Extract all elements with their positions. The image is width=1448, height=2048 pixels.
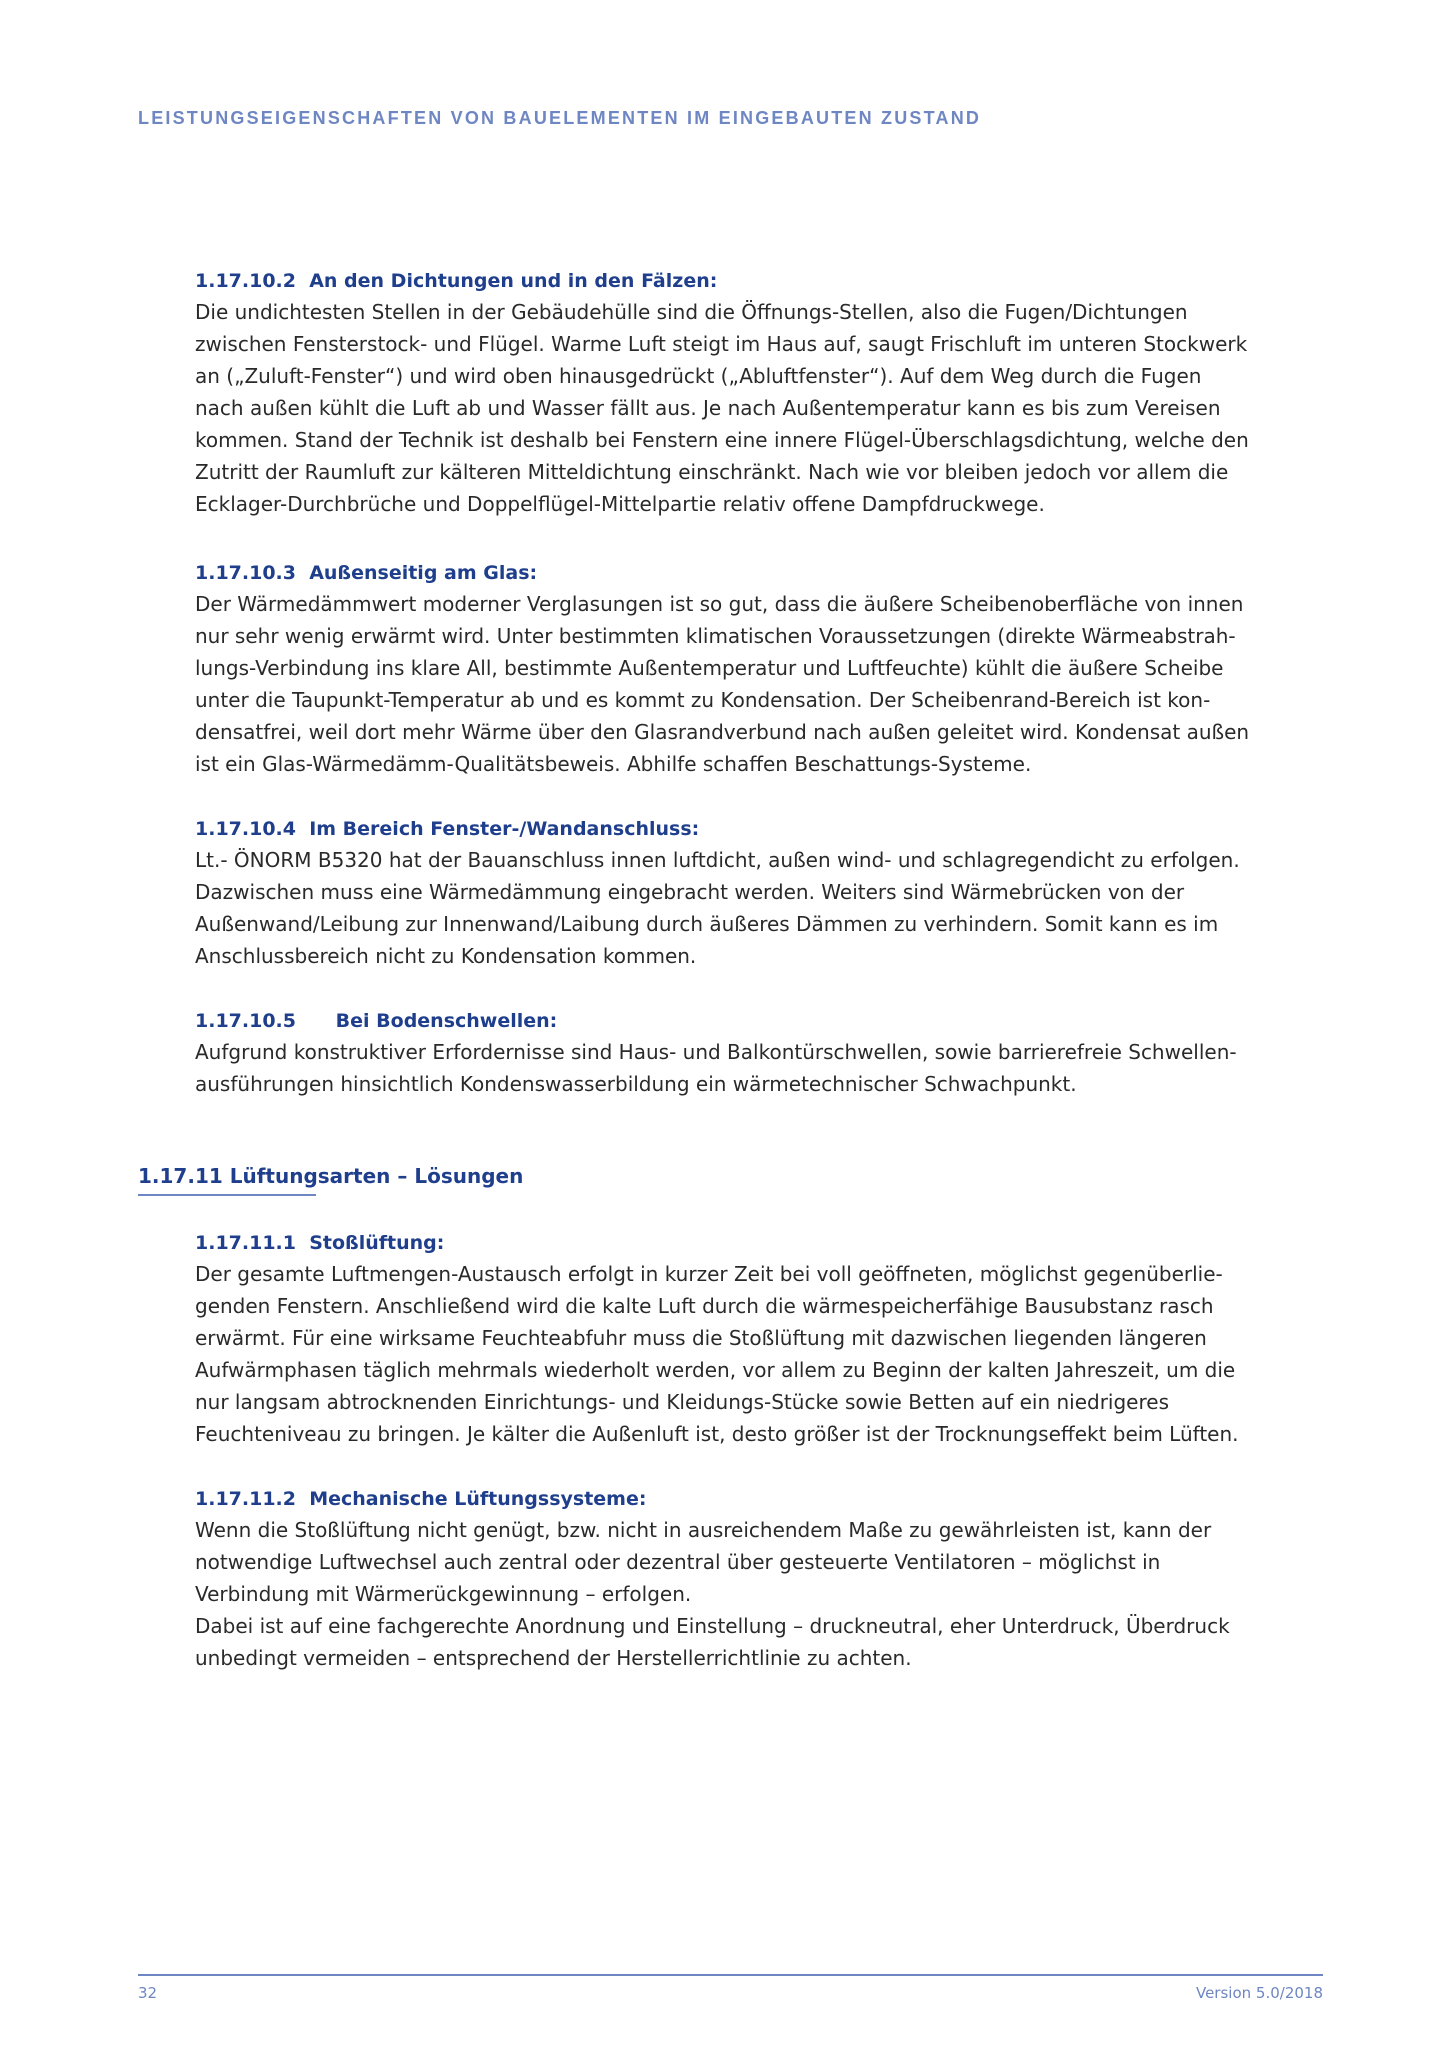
paragraph-line: Dabei ist auf eine fachgerechte Anordnung und Einstellung – druckneutral, eher Unterdruck, Überdruck xyxy=(195,1614,1230,1638)
section-title: 1.17.10.4 Im Bereich Fenster-/Wandanschluss: xyxy=(195,818,700,840)
paragraph-line: lungs-Verbindung ins klare All, bestimmte Außentemperatur und Luftfeuchte) kühlt die äußere Scheibe xyxy=(195,656,1224,680)
paragraph-line: Wenn die Stoßlüftung nicht genügt, bzw. nicht in ausreichendem Maße zu gewährleisten ist, kann der xyxy=(195,1518,1212,1542)
paragraph-line: Anschlussbereich nicht zu Kondensation kommen. xyxy=(195,944,697,968)
paragraph-line: erwärmt. Für eine wirksame Feuchteabfuhr muss die Stoßlüftung mit dazwischen liegenden längeren xyxy=(195,1326,1207,1350)
paragraph-line: Verbindung mit Wärmerückgewinnung – erfolgen. xyxy=(195,1582,692,1606)
paragraph-line: Die undichtesten Stellen in der Gebäudehülle sind die Öffnungs-Stellen, also die Fugen/Dichtungen xyxy=(195,300,1188,324)
section-bodenschwellen xyxy=(195,1010,1315,1100)
paragraph-line: zwischen Fensterstock- und Flügel. Warme Luft steigt im Haus auf, saugt Frischluft im unteren Stockwerk xyxy=(195,332,1248,356)
paragraph-line: densatfrei, weil dort mehr Wärme über den Glasrandverbund nach außen geleitet wird. Kondensat außen xyxy=(195,720,1250,744)
section-body xyxy=(195,296,1315,520)
section-stosslueftung xyxy=(195,1232,1315,1450)
section-title: 1.17.11.1 Stoßlüftung: xyxy=(195,1232,445,1254)
paragraph-line: Aufwärmphasen täglich mehrmals wiederholt werden, vor allem zu Beginn der kalten Jahreszeit, um die xyxy=(195,1358,1236,1382)
paragraph-line: Aufgrund konstruktiver Erfordernisse sind Haus- und Balkontürschwellen, sowie barrierefreie Schwellen- xyxy=(195,1040,1237,1064)
paragraph-line: Der Wärmedämmwert moderner Verglasungen ist so gut, dass die äußere Scheibenoberfläche von innen xyxy=(195,592,1244,616)
section-title: 1.17.10.3 Außenseitig am Glas: xyxy=(195,562,538,584)
page-number: 32 xyxy=(138,1984,158,2002)
paragraph-line: unbedingt vermeiden – entsprechend der Herstellerrichtlinie zu achten. xyxy=(195,1646,912,1670)
section-title: 1.17.10.5 Bei Bodenschwellen: xyxy=(195,1010,558,1032)
paragraph-line: Lt.- ÖNORM B5320 hat der Bauanschluss innen luftdicht, außen wind- und schlagregendicht zu erfolgen. xyxy=(195,848,1240,872)
paragraph-line: unter die Taupunkt-Temperatur ab und es kommt zu Kondensation. Der Scheibenrand-Bereich ist kon- xyxy=(195,688,1211,712)
paragraph-line: Dazwischen muss eine Wärmedämmung eingebracht werden. Weiters sind Wärmebrücken von der xyxy=(195,880,1185,904)
paragraph-line: ausführungen hinsichtlich Kondenswasserbildung ein wärmetechnischer Schwachpunkt. xyxy=(195,1072,1077,1096)
footer-rule xyxy=(138,1974,1323,1976)
section-body xyxy=(195,588,1315,780)
paragraph-line: genden Fenstern. Anschließend wird die kalte Luft durch die wärmespeicherfähige Bausubstanz rasch xyxy=(195,1294,1214,1318)
section-dichtungen xyxy=(195,270,1315,520)
section-body xyxy=(195,1514,1315,1674)
paragraph-line: nur sehr wenig erwärmt wird. Unter bestimmten klimatischen Voraussetzungen (direkte Wärmeabstrah- xyxy=(195,624,1236,648)
version-label: Version 5.0/2018 xyxy=(1195,1984,1323,2002)
section-body xyxy=(195,844,1315,972)
paragraph-line: Zutritt der Raumluft zur kälteren Mitteldichtung einschränkt. Nach wie vor bleiben jedoch vor allem die xyxy=(195,460,1229,484)
paragraph-line: nach außen kühlt die Luft ab und Wasser fällt aus. Je nach Außentemperatur kann es bis zum Vereisen xyxy=(195,396,1221,420)
paragraph-line: Außenwand/Leibung zur Innenwand/Laibung durch äußeres Dämmen zu verhindern. Somit kann es im xyxy=(195,912,1219,936)
section-aussenseitig-glas xyxy=(195,562,1315,780)
paragraph-line: Der gesamte Luftmengen-Austausch erfolgt in kurzer Zeit bei voll geöffneten, möglichst gegenüberlie- xyxy=(195,1262,1223,1286)
section-wandanschluss xyxy=(195,818,1315,972)
chapter-heading: 1.17.11 Lüftungsarten – Lösungen xyxy=(138,1164,524,1188)
section-mechanische-lueftung xyxy=(195,1488,1315,1674)
running-header: LEISTUNGSEIGENSCHAFTEN VON BAUELEMENTEN IM EINGEBAUTEN ZUSTAND xyxy=(138,108,982,128)
paragraph-line: an („Zuluft-Fenster“) und wird oben hinausgedrückt („Abluftfenster“). Auf dem Weg durch die Fugen xyxy=(195,364,1202,388)
paragraph-line: Feuchteniveau zu bringen. Je kälter die Außenluft ist, desto größer ist der Trocknungseffekt beim Lüften. xyxy=(195,1422,1239,1446)
paragraph-line: ist ein Glas-Wärmedämm-Qualitätsbeweis. Abhilfe schaffen Beschattungs-Systeme. xyxy=(195,752,1032,776)
paragraph-line: notwendige Luftwechsel auch zentral oder dezentral über gesteuerte Ventilatoren – möglichst in xyxy=(195,1550,1161,1574)
section-title: 1.17.11.2 Mechanische Lüftungssysteme: xyxy=(195,1488,647,1510)
paragraph-line: nur langsam abtrocknenden Einrichtungs- und Kleidungs-Stücke sowie Betten auf ein niedrigeres xyxy=(195,1390,1169,1414)
paragraph-line: kommen. Stand der Technik ist deshalb bei Fenstern eine innere Flügel-Überschlagsdichtung, welche den xyxy=(195,428,1249,452)
heading-underline xyxy=(138,1194,316,1196)
paragraph-line: Ecklager-Durchbrüche und Doppelflügel-Mittelpartie relativ offene Dampfdruckwege. xyxy=(195,492,1045,516)
section-body xyxy=(195,1258,1315,1450)
section-body xyxy=(195,1036,1315,1100)
section-title: 1.17.10.2 An den Dichtungen und in den Fälzen: xyxy=(195,270,718,292)
